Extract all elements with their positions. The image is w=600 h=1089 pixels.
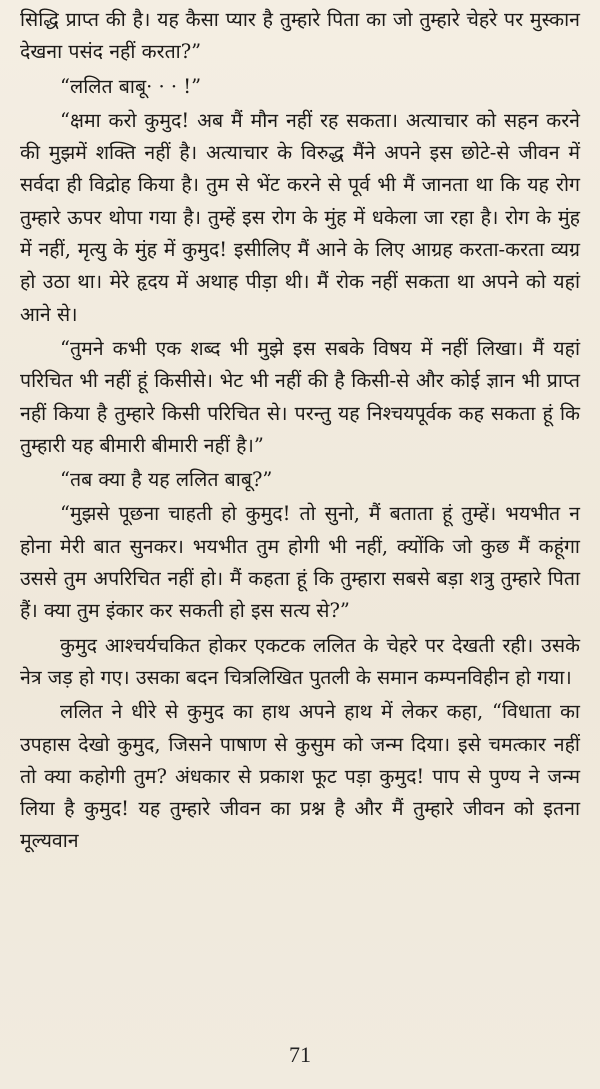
paragraph-dialogue: “मुझसे पूछना चाहती हो कुमुद! तो सुनो, मैं बताता हूं तुम्हें। भयभीत न होना मेरी बात सुनकर। भयभीत तुम होगी भी नहीं, क्योंकि जो कुछ मैं कहूंगा उससे तुम अपरिचित नहीं हो। मैं कहता हूं कि तुम्हारा सबसे बड़ा शत्रु तुम्हारे पिता हैं। क्या तुम इंकार कर सकती हो इस सत्य से?”: [20, 502, 580, 623]
paragraph-dialogue: “तब क्या है यह ललित बाबू?”: [60, 468, 273, 492]
paragraph-dialogue: “ललित बाबू· · · !”: [60, 74, 202, 98]
paragraph-narration: कुमुद आश्चर्यचकित होकर एकटक ललित के चेहरे पर देखती रही। उसके नेत्र जड़ हो गए। उसका बदन चित्रलिखित पुतली के समान कम्पनविहीन हो गया।: [20, 633, 580, 689]
body-text: [20, 4, 580, 860]
page-number: 71: [289, 1042, 311, 1067]
paragraph-narration: ललित ने धीरे से कुमुद का हाथ अपने हाथ में लेकर कहा, “विधाता का उपहास देखो कुमुद, जिसने पाषाण से कुसुम को जन्म दिया। इसे चमत्कार नहीं तो क्या कहोगी तुम? अंधकार से प्रकाश फूट पड़ा कुमुद! पाप से पुण्य ने जन्म लिया है कुमुद! यह तुम्हारे जीवन का प्रश्न है और मैं तुम्हारे जीवन को इतना मूल्यवान: [20, 700, 580, 853]
paragraph-dialogue: “क्षमा करो कुमुद! अब मैं मौन नहीं रह सकता। अत्याचार को सहन करने की मुझमें शक्ति नहीं है। अत्याचार के विरुद्ध मैंने अपने इस छोटे-से जीवन में सर्वदा ही विद्रोह किया है। तुम से भेंट करने से पूर्व भी मैं जानता था कि यह रोग तुम्हारे ऊपर थोपा गया है। तुम्हें इस रोग के मुंह में धकेला जा रहा है। रोग के मुंह में नहीं, मृत्यु के मुंह में कुमुद! इसीलिए मैं आने के लिए आग्रह करता-करता व्यग्र हो उठा था। मेरे हृदय में अथाह पीड़ा थी। मैं रोक नहीं सकता था अपने को यहां आने से।: [20, 108, 580, 326]
paragraph-continuation: सिद्धि प्राप्त की है। यह कैसा प्यार है तुम्हारे पिता का जो तुम्हारे चेहरे पर मुस्कान देखना पसंद नहीं करता?”: [20, 8, 580, 64]
paragraph-dialogue: “तुमने कभी एक शब्द भी मुझे इस सबके विषय में नहीं लिखा। मैं यहां परिचित भी नहीं हूं किसीसे। भेट भी नहीं की है किसी-से और कोई ज्ञान भी प्राप्त नहीं किया है तुम्हारे किसी परिचित से। परन्तु यह निश्चयपूर्वक कह सकता हूं कि तुम्हारी यह बीमारी बीमारी नहीं है।”: [20, 336, 580, 457]
